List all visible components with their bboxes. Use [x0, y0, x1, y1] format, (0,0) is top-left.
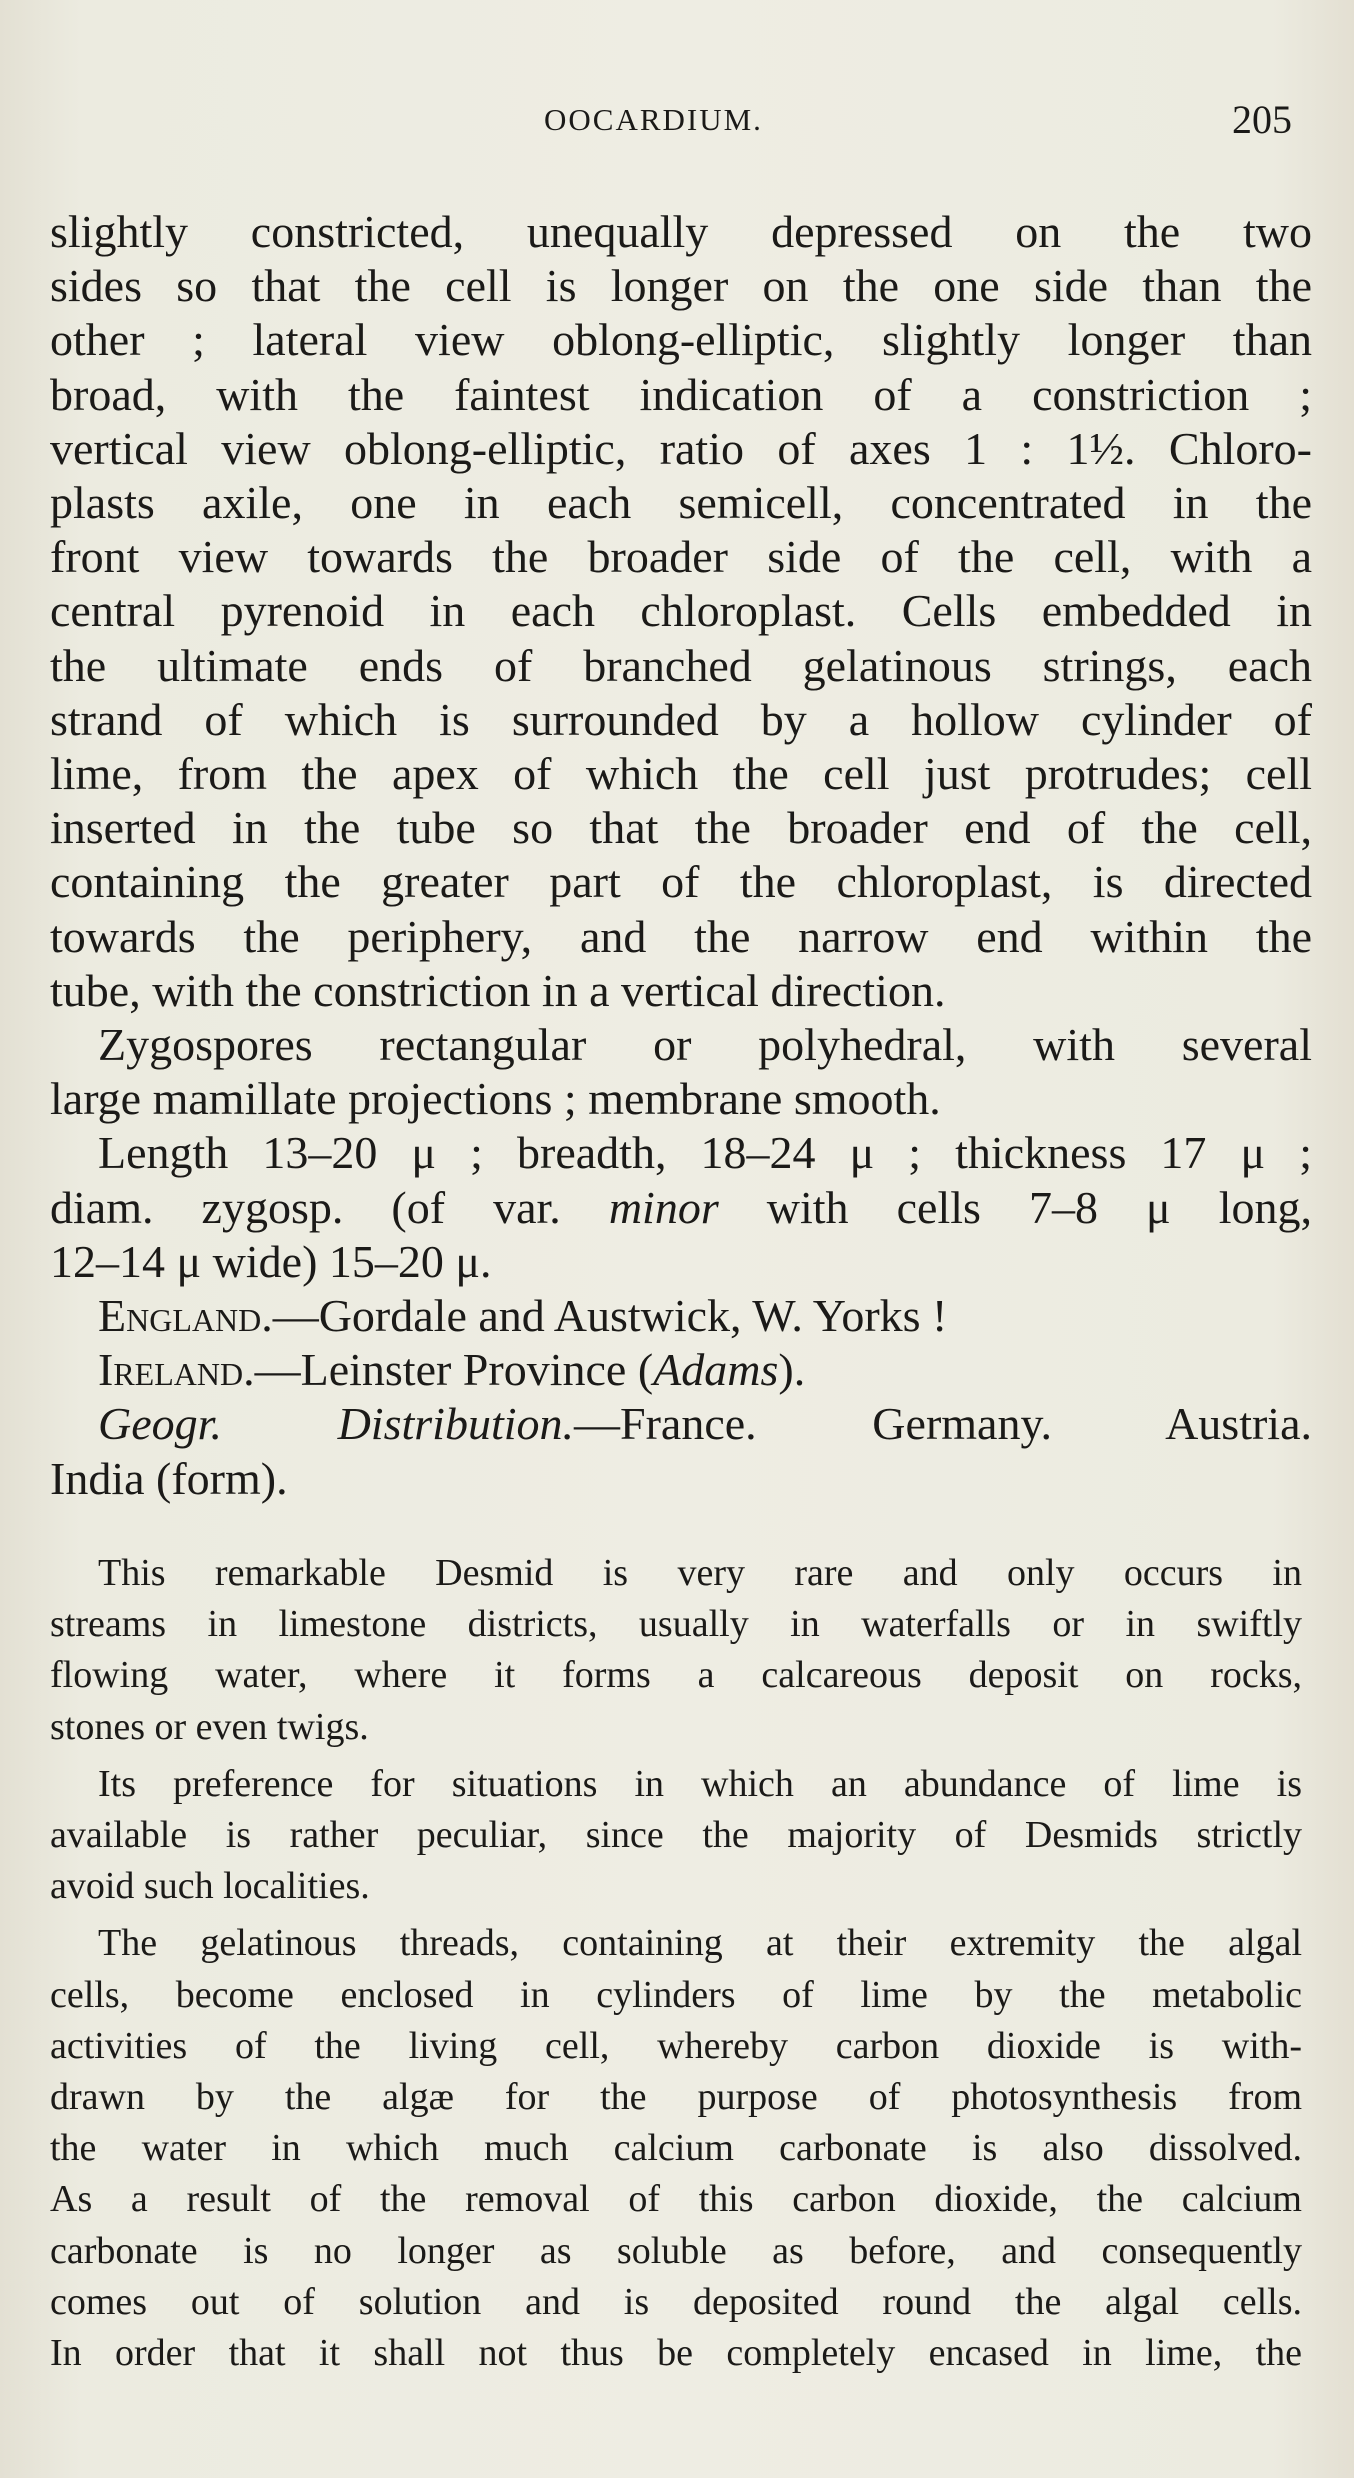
measurements-line: [50, 1181, 1312, 1235]
commentary-line: The gelatinous threads, containing at their extremity the algal: [98, 1922, 1302, 1965]
description-line: vertical view oblong-elliptic, ratio of axes 1 : 1½. Chloro-: [50, 422, 1312, 474]
commentary-line: cells, become enclosed in cylinders of lime by the metabolic: [50, 1973, 1302, 2016]
country-label: Ireland: [98, 1344, 244, 1396]
description-line: broad, with the faintest indication of a constriction ;: [50, 368, 1312, 420]
locality-ireland: [50, 1343, 1312, 1397]
commentary-line: activities of the living cell, whereby carbon dioxide is with-: [50, 2024, 1302, 2067]
description-line: front view towards the broader side of the cell, with a: [50, 531, 1312, 583]
commentary-line: Its preference for situations in which an abundance of lime is: [98, 1762, 1302, 1805]
commentary-line: As a result of the removal of this carbon dioxide, the calcium: [50, 2178, 1302, 2221]
locality-england: [50, 1289, 1312, 1343]
distribution-line: [50, 1397, 1312, 1451]
page-number: 205: [1232, 97, 1292, 142]
commentary-line: available is rather peculiar, since the majority of Desmids strictly: [50, 1814, 1302, 1857]
commentary-paragraph: [50, 1548, 1302, 1753]
commentary-line: In order that it shall not thus be completely encased in lime, the: [50, 2332, 1302, 2375]
description-line: slightly constricted, unequally depressed on the two: [50, 206, 1312, 257]
commentary: [50, 1548, 1302, 2379]
description-line: sides so that the cell is longer on the one side than the: [50, 260, 1312, 312]
distribution-line: India (form).: [50, 1452, 288, 1504]
zygospores-line: Zygospores rectangular or polyhedral, with several: [98, 1019, 1312, 1071]
running-head: OOCARDIUM.: [544, 102, 763, 137]
description-line: other ; lateral view oblong-elliptic, slightly longer than: [50, 314, 1312, 366]
description-line: inserted in the tube so that the broader end of the cell,: [50, 802, 1312, 854]
commentary-line: comes out of solution and is deposited round the algal cells.: [50, 2280, 1302, 2323]
measurements-text: with cells 7–8 μ long,: [718, 1181, 1312, 1233]
commentary-paragraph: [50, 1918, 1302, 2379]
description-line: tube, with the constriction in a vertical direction.: [50, 964, 946, 1016]
measurements-text: diam. zygosp. (of var.: [50, 1181, 609, 1233]
collector-name: Adams: [653, 1344, 779, 1396]
commentary-line: streams in limestone districts, usually in waterfalls or in swiftly: [50, 1603, 1302, 1646]
description-line: central pyrenoid in each chloroplast. Cells embedded in: [50, 585, 1312, 637]
locality-text: ).: [778, 1344, 806, 1396]
description-line: containing the greater part of the chloroplast, is directed: [50, 856, 1312, 908]
description-line: the ultimate ends of branched gelatinous strings, each: [50, 639, 1312, 691]
species-description: [50, 205, 1312, 1506]
commentary-line: stones or even twigs.: [50, 1705, 369, 1748]
commentary-line: avoid such localities.: [50, 1865, 370, 1908]
description-line: towards the periphery, and the narrow end within the: [50, 910, 1312, 962]
description-line: lime, from the apex of which the cell just protrudes; cell: [50, 748, 1312, 800]
page-header: [0, 96, 1354, 156]
commentary-line: carbonate is no longer as soluble as before, and consequently: [50, 2229, 1302, 2272]
commentary-line: the water in which much calcium carbonate is also dissolved.: [50, 2127, 1302, 2170]
locality-text: .—Gordale and Austwick, W. Yorks !: [261, 1290, 948, 1342]
country-label: England: [98, 1290, 262, 1342]
measurements-line: Length 13–20 μ ; breadth, 18–24 μ ; thickness 17 μ ;: [98, 1127, 1312, 1179]
distribution-label: Geogr. Distribution.: [98, 1398, 575, 1450]
zygospores-line: large mamillate projections ; membrane smooth.: [50, 1073, 941, 1125]
commentary-line: flowing water, where it forms a calcareous deposit on rocks,: [50, 1654, 1302, 1697]
variety-name: minor: [608, 1181, 719, 1233]
commentary-line: This remarkable Desmid is very rare and only occurs in: [98, 1552, 1302, 1594]
distribution-text: —France. Germany. Austria.: [574, 1398, 1312, 1450]
commentary-paragraph: [50, 1759, 1302, 1913]
locality-text: .—Leinster Province (: [243, 1344, 654, 1396]
measurements-line: 12–14 μ wide) 15–20 μ.: [50, 1235, 492, 1287]
description-line: plasts axile, one in each semicell, concentrated in the: [50, 477, 1312, 529]
commentary-line: drawn by the algæ for the purpose of photosynthesis from: [50, 2076, 1302, 2119]
description-line: strand of which is surrounded by a hollow cylinder of: [50, 693, 1312, 745]
